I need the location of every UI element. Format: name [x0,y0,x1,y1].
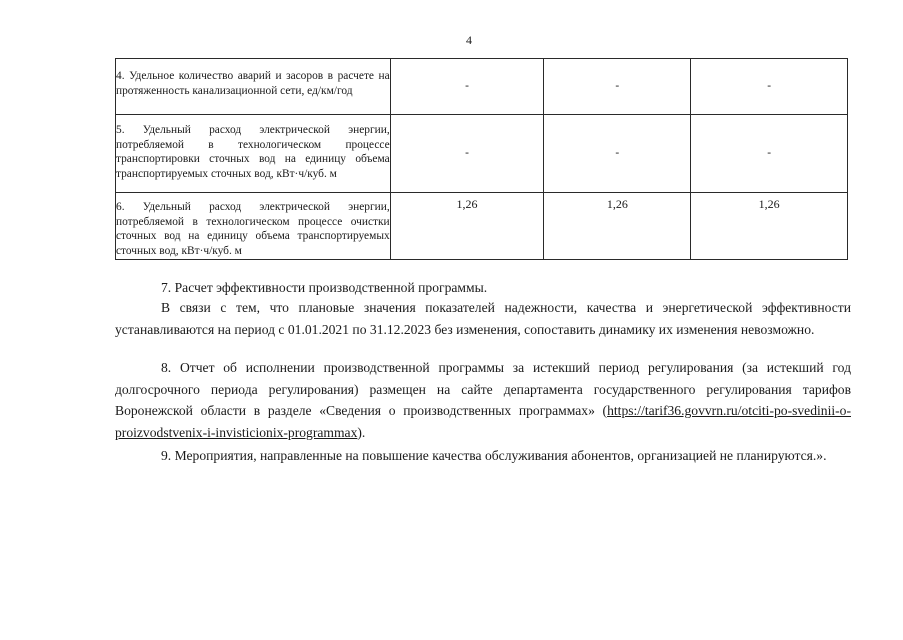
indicators-table [115,58,848,260]
section-9-paragraph: 9. Мероприятия, направленные на повышение качества обслуживания абонентов, организацией не планируются.». [161,448,827,463]
section-8-text-end: ). [357,424,366,440]
section-8-paragraph [115,357,851,443]
indicator-value: - [544,115,691,193]
section-9-block [115,445,851,467]
indicator-name: 6. Удельный расход электрической энергии, потребляемой в технологическом процессе очистки сточных вод на единицу объема транспортируемых сточных вод, кВт·ч/куб. м [116,193,391,260]
section-8-block [115,357,851,443]
indicator-value: 1,26 [691,193,848,260]
section-7-body: В связи с тем, что плановые значения показателей надежности, качества и энергетической эффективности устанавливаются на период с 01.01.2021 по 31.12.2023 без изменения, сопоставить динамику их изменения невозможно. [115,300,851,337]
section-7-heading: 7. Расчет эффективности производственной программы. [161,280,488,295]
indicator-value: - [390,115,544,193]
indicator-value: 1,26 [390,193,544,260]
indicator-value: - [390,59,544,115]
section-8-text: 8. Отчет об исполнении производственной программы за истекший период регулирования (за истекший год долгосрочного периода регулирования) размещен на сайте департамента государственного регулирования тарифов Воронежской области в разделе «Сведения о производственных программах» ( [115,360,851,418]
report-link[interactable]: https://tarif36.govvrn.ru/otciti-po-svedinii-o-proizvodstvenix-i-invisticionix-programmax [115,403,851,440]
indicator-name: 5. Удельный расход электрической энергии, потребляемой в технологическом процессе транспортировки сточных вод на единицу объема транспортируемых сточных вод, кВт·ч/куб. м [116,115,391,193]
table-row [116,59,848,115]
page-number: 4 [466,33,472,47]
indicator-name: 4. Удельное количество аварий и засоров в расчете на протяженность канализационной сети, ед/км/год [116,59,391,115]
indicator-value: - [691,59,848,115]
section-7-body-block [115,297,851,340]
table-row [116,115,848,193]
indicator-value: 1,26 [544,193,691,260]
indicator-value: - [544,59,691,115]
table-row [116,193,848,260]
indicator-value: - [691,115,848,193]
section-7-heading-block [115,277,851,299]
